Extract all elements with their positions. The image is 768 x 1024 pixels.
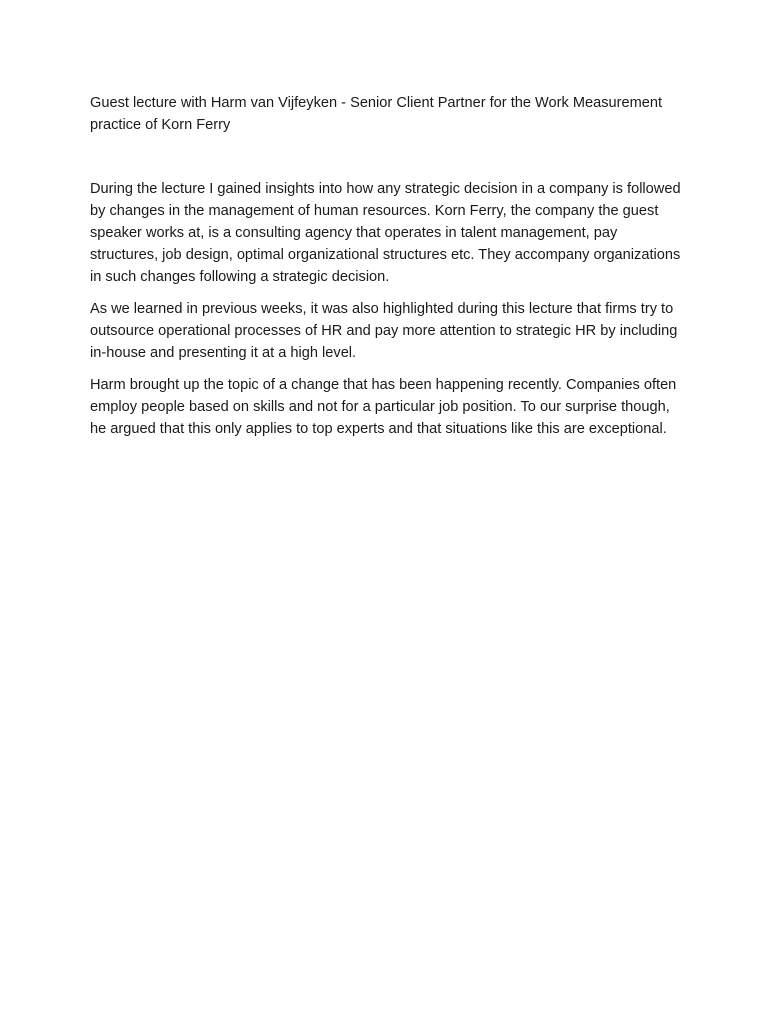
document-title: Guest lecture with Harm van Vijfeyken - Senior Client Partner for the Work Measurement practice of Korn Ferry (90, 95, 663, 133)
document-body (90, 92, 682, 450)
paragraph-1: During the lecture I gained insights into how any strategic decision in a company is followed by changes in the management of human resources. Korn Ferry, the company the guest speaker works at, is a consulting agency that operates in talent management, pay structures, job design, optimal organizational structures etc. They accompany organizations in such changes following a strategic decision. (90, 181, 681, 285)
paragraph-3: Harm brought up the topic of a change that has been happening recently. Companies often employ people based on skills and not for a particular job position. To our surprise though, he argued that this only applies to top experts and that situations like this are exceptional. (90, 377, 677, 437)
paragraph-2: As we learned in previous weeks, it was also highlighted during this lecture that firms try to outsource operational processes of HR and pay more attention to strategic HR by including in-house and presenting it at a high level. (90, 301, 678, 361)
